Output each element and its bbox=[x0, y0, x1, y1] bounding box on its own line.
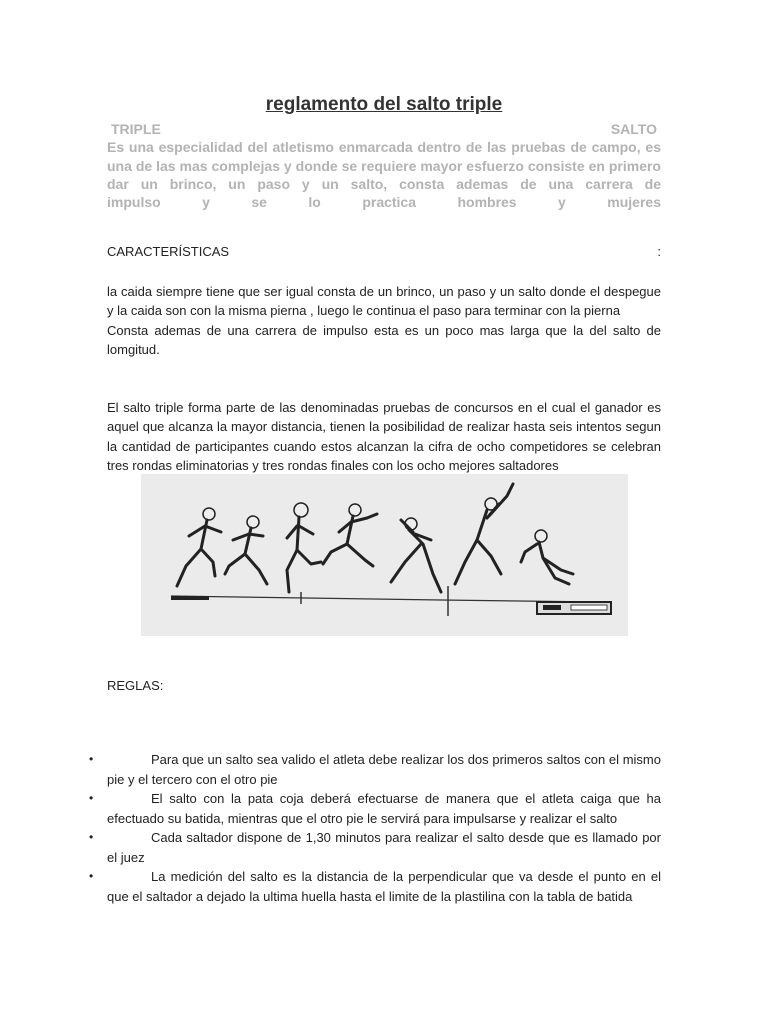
intro-heading-row bbox=[107, 120, 661, 138]
intro-last-line bbox=[107, 193, 661, 211]
intro-last-word: y bbox=[202, 194, 210, 211]
reglas-heading bbox=[107, 678, 661, 693]
intro-last-word: hombres bbox=[457, 194, 517, 211]
triple-jump-sequence-illustration bbox=[141, 474, 628, 636]
rule-item bbox=[89, 828, 661, 867]
intro-heading-right: SALTO bbox=[610, 121, 657, 137]
caracteristicas-heading bbox=[107, 244, 661, 259]
intro-last-word: mujeres bbox=[607, 194, 661, 211]
caracteristicas-label: CARACTERÍSTICAS bbox=[107, 244, 230, 259]
bullet-icon: • bbox=[89, 830, 94, 844]
caracteristicas-colon: : bbox=[657, 244, 661, 259]
triple-jump-sequence-drawing bbox=[141, 474, 628, 636]
rule-item bbox=[89, 789, 661, 828]
reglas-label: REGLAS: bbox=[107, 678, 164, 693]
rule-item bbox=[89, 750, 661, 789]
rules-list bbox=[89, 750, 661, 906]
rule-text: Para que un salto sea valido el atleta debe realizar los dos primeros saltos con el mismo pie y el tercero con el otro pie bbox=[107, 752, 661, 787]
paragraph-3: El salto triple forma parte de las denominadas pruebas de concursos en el cual el ganador es aquel que alcanza la mayor distancia, tienen la posibilidad de realizar hasta seis intentos segun la cantidad de participantes cuando estos alcanzan la cifra de ocho competidores se celebran tres rondas eliminatorias y tres rondas finales con los ocho mejores saltadores bbox=[107, 400, 661, 473]
intro-heading-left: TRIPLE bbox=[111, 121, 161, 137]
intro-last-word: impulso bbox=[107, 194, 161, 211]
rule-item bbox=[89, 867, 661, 906]
rule-text: El salto con la pata coja deberá efectuarse de manera que el atleta caiga que ha efectuado su batida, mientras que el otro pie le servirá para impulsarse y realizar el salto bbox=[107, 791, 661, 826]
intro-last-word: lo bbox=[308, 194, 321, 211]
paragraph-2: Consta ademas de una carrera de impulso esta es un poco mas larga que la del salto de lomgitud. bbox=[107, 322, 661, 357]
intro-last-word: practica bbox=[362, 194, 417, 211]
bullet-icon: • bbox=[89, 752, 94, 766]
intro-block bbox=[107, 120, 661, 211]
paragraph-concursos bbox=[107, 398, 661, 475]
bullet-icon: • bbox=[89, 869, 94, 883]
bullet-icon: • bbox=[89, 791, 94, 805]
rule-text: La medición del salto es la distancia de la perpendicular que va desde el punto en el que el saltador a dejado la ultima huella hasta el limite de la plastilina con la tabla de batida bbox=[107, 869, 661, 904]
page-title: reglamento del salto triple bbox=[265, 94, 503, 115]
intro-last-word: y bbox=[558, 194, 566, 211]
paragraph-1: la caida siempre tiene que ser igual consta de un brinco, un paso y un salto donde el despegue y la caida son con la misma pierna , luego le continua el paso para terminar con la pierna bbox=[107, 284, 661, 319]
rule-text: Cada saltador dispone de 1,30 minutos para realizar el salto desde que es llamado por el juez bbox=[107, 830, 661, 865]
intro-last-word: se bbox=[251, 194, 267, 211]
intro-text: Es una especialidad del atletismo enmarcada dentro de las pruebas de campo, es una de las mas complejas y donde se requiere mayor esfuerzo consiste en primero dar un brinco, un paso y un salto, consta ademas de una carrera de bbox=[107, 139, 661, 192]
paragraph-caida bbox=[107, 282, 661, 359]
